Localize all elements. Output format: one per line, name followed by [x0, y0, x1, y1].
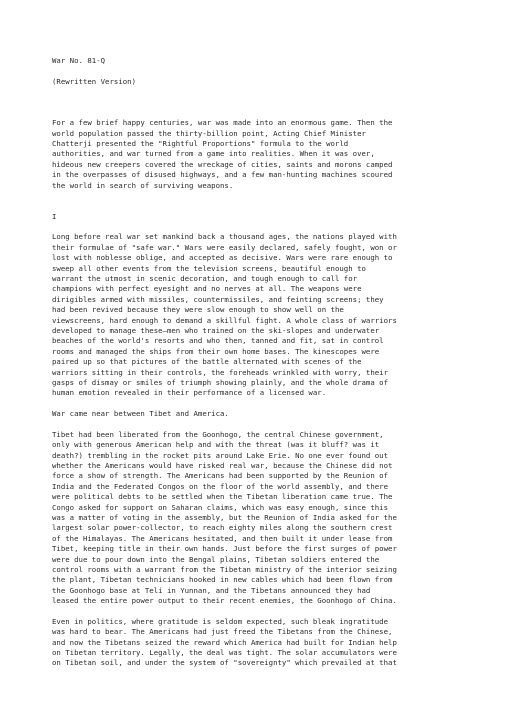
spacer [52, 201, 492, 211]
text-line: was hard to bear. The Americans had just freed the Tibetans from the Chinese, [52, 627, 393, 637]
text-line: sweep all other events from the television screens, beautiful enough to [52, 263, 366, 273]
text-line: dirigibles armed with missiles, countermissiles, and feinting screens; they [52, 294, 384, 304]
body-paragraph [52, 617, 492, 669]
document-title: War No. 81-Q [52, 56, 106, 65]
text-line: War came near between Tibet and America. [52, 409, 229, 419]
text-line: champions with perfect eyesight and no nerves at all. The weapons were [52, 284, 362, 294]
text-line: warriors sitting in their controls, the foreheads wrinkled with worry, their [52, 367, 389, 377]
text-line: authorities, and war turned from a game into realities. When it was over, [52, 149, 375, 159]
text-line: Tibet had been liberated from the Goonhogo, the central Chinese government, [52, 429, 384, 439]
text-line: beaches of the world's resorts and who then, tanned and fit, sat in control [52, 336, 384, 346]
text-line: human emotion revealed in their performance of a licensed war. [52, 388, 327, 398]
text-line: force a show of strength. The Americans had been supported by the Reunion of [52, 471, 389, 481]
text-line: only with generous American help and with the threat (was it bluff? was it [52, 440, 380, 450]
text-line: Congo asked for support on Saharan claims, which was easy enough, since this [52, 502, 389, 512]
text-line: world population passed the thirty-billion point, Acting Chief Minister [52, 128, 366, 138]
text-line: had been revived because they were slow enough to show well on the [52, 305, 344, 315]
text-line: Chatterji presented the "Rightful Proportions" formula to the world [52, 138, 349, 148]
text-line: were political debts to be settled when the Tibetan liberation came true. The [52, 492, 393, 502]
text-line: lost with noblesse oblige, and accepted as decisive. Wars were rare enough to [52, 253, 393, 263]
text-line: developed to manage these—men who trained on the ski-slopes and underwater [52, 325, 380, 335]
text-line: whether the Americans would have risked real war, because the Chinese did not [52, 461, 393, 471]
text-line: the Goonhogo base at Teli in Yunnan, and the Tibetans announced they had [52, 585, 371, 595]
text-line: of the Himalayas. The Americans hesitated, and then built it under lease from [52, 533, 393, 543]
intro-paragraph [52, 118, 492, 191]
text-line: viewscreens, hard enough to demand a skillful fight. A whole class of warriors [52, 315, 397, 325]
body-paragraph [52, 430, 492, 607]
spacer [52, 66, 492, 76]
text-line: Long before real war set mankind back a thousand ages, the nations played with [52, 232, 397, 242]
body-paragraph [52, 232, 492, 398]
section-marker: I [52, 211, 57, 221]
text-line: Even in politics, where gratitude is seldom expected, such bleak ingratitude [52, 616, 389, 626]
text-line: For a few brief happy centuries, war was made into an enormous game. Then the [52, 118, 393, 128]
text-line: their formulae of "safe war." Wars were easily declared, safely fought, won or [52, 242, 397, 252]
text-line: on Tibetan soil, and under the system of "sovereignty" which prevailed at that [52, 658, 397, 668]
text-line: death?) trembling in the rocket pits around Lake Erie. No one ever found out [52, 450, 389, 460]
text-line: on Tibetan territory. Legally, the deal was tight. The solar accumulators were [52, 648, 397, 658]
text-line: largest solar power-collector, to reach eighty miles along the southern crest [52, 523, 393, 533]
text-line: warrant the utmost in scenic decoration, and tough enough to call for [52, 274, 358, 284]
text-line: was a matter of voting in the assembly, but the Reunion of India asked for the [52, 513, 397, 523]
text-line: India and the Federated Congos on the floor of the world assembly, and there [52, 481, 389, 491]
spacer [52, 222, 492, 232]
text-line: control rooms with a warrant from the Tibetan ministry of the interior seizing [52, 564, 397, 574]
text-line: rooms and managed the ships from their own home bases. The kinescopes were [52, 346, 380, 356]
text-line: gasps of dismay or smiles of triumph showing plainly, and the whole drama of [52, 377, 389, 387]
document-page [52, 56, 492, 679]
text-line: the plant, Tibetan technicians hooked in new cables which had been flown from [52, 575, 393, 585]
body-paragraph [52, 409, 492, 419]
text-line: and now the Tibetans seized the reward which America had built for Indian help [52, 637, 397, 647]
text-line: leased the entire power output to their recent enemies, the Goonhogo of China. [52, 596, 397, 606]
text-line: Tibet, keeping title in their own hands. Just before the first surges of power [52, 544, 397, 554]
text-line: the world in search of surviving weapons. [52, 180, 234, 190]
text-line: in the overpasses of disused highways, and a few man-hunting machines scoured [52, 170, 393, 180]
text-line: paired up so that pictures of the battle alternated with scenes of the [52, 357, 362, 367]
text-line: were due to pour down into the Bengal plains, Tibetan soldiers entered the [52, 554, 380, 564]
spacer [52, 87, 492, 118]
text-line: hideous new creepers covered the wreckage of cities, saints and morons camped [52, 159, 393, 169]
document-subtitle: (Rewritten Version) [52, 76, 137, 86]
